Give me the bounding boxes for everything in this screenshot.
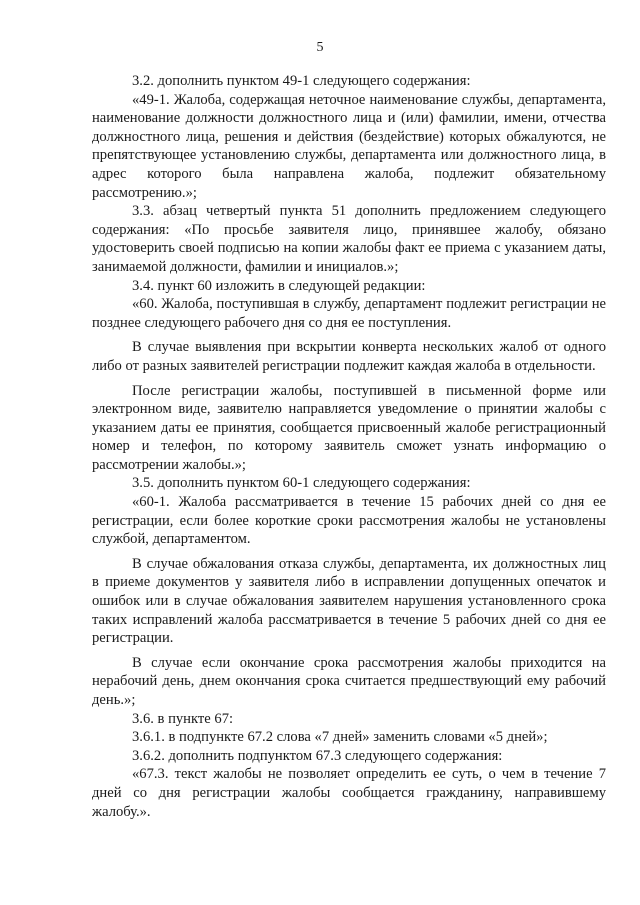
paragraph-60-registration: После регистрации жалобы, поступившей в письменной форме или электронном виде, заявителю направляется уведомление о принятии жалобы с указанием даты ее принятия, сообщается присвоенный жалобе регистрационный номер и телефон, по которому заявитель сможет узнать информацию о рассмотрении жалобы.»; [92,382,606,473]
paragraph-3-5: 3.5. дополнить пунктом 60-1 следующего содержания: [132,475,471,492]
paragraph-60-envelope: В случае выявления при вскрытии конверта нескольких жалоб от одного либо от разных заявителей регистрации подлежит каждая жалоба в отдельности. [92,339,606,374]
paragraph-49-1: «49-1. Жалоба, содержащая неточное наименование службы, департамента, наименование должности должностного лица и (или) фамилии, имени, отчества должностного лица, решения и действия (бездействие) которых обжалуются, не препятствующее установлению службы, департамента или должностного лица, в адрес которого была направлена жалоба, подлежит обязательному рассмотрению.»; [92,91,606,201]
paragraph-3-3: 3.3. абзац четвертый пункта 51 дополнить предложением следующего содержания: «По просьбе заявителя лицо, принявшее жалобу, обязано удостоверить своей подписью на копии жалобы факт ее приема с указанием даты, занимаемой должности, фамилии и инициалов.»; [92,203,606,275]
document-body [92,72,606,821]
paragraph-3-6-1: 3.6.1. в подпункте 67.2 слова «7 дней» заменить словами «5 дней»; [132,729,548,746]
paragraph-3-6-2: 3.6.2. дополнить подпунктом 67.3 следующего содержания: [132,747,503,764]
page-number: 5 [316,40,324,55]
paragraph-3-4: 3.4. пункт 60 изложить в следующей редакции: [132,277,426,294]
paragraph-3-2: 3.2. дополнить пунктом 49-1 следующего содержания: [132,73,471,89]
paragraph-3-6: 3.6. в пункте 67: [132,710,234,727]
paragraph-60: «60. Жалоба, поступившая в службу, департамент подлежит регистрации не позднее следующего рабочего дня со дня ее поступления. [92,296,606,331]
paragraph-60-1-appeal: В случае обжалования отказа службы, департамента, их должностных лиц в приеме документов у заявителя либо в исправлении допущенных опечаток и ошибок или в случае обжалования заявителем нарушения установленного срока таких исправлений жалоба рассматривается в течение 5 рабочих дней со дня ее регистрации. [92,555,606,647]
paragraph-60-1: «60-1. Жалоба рассматривается в течение 15 рабочих дней со дня ее регистрации, если более короткие сроки рассмотрения жалобы не установлены службой, департаментом. [92,494,606,548]
paragraph-60-1-nonworking: В случае если окончание срока рассмотрения жалобы приходится на нерабочий день, днем окончания срока считается предшествующий ему рабочий день.»; [92,654,606,708]
paragraph-67-3: «67.3. текст жалобы не позволяет определить ее суть, о чем в течение 7 дней со дня регистрации жалобы сообщается гражданину, направившему жалобу.». [92,766,606,820]
